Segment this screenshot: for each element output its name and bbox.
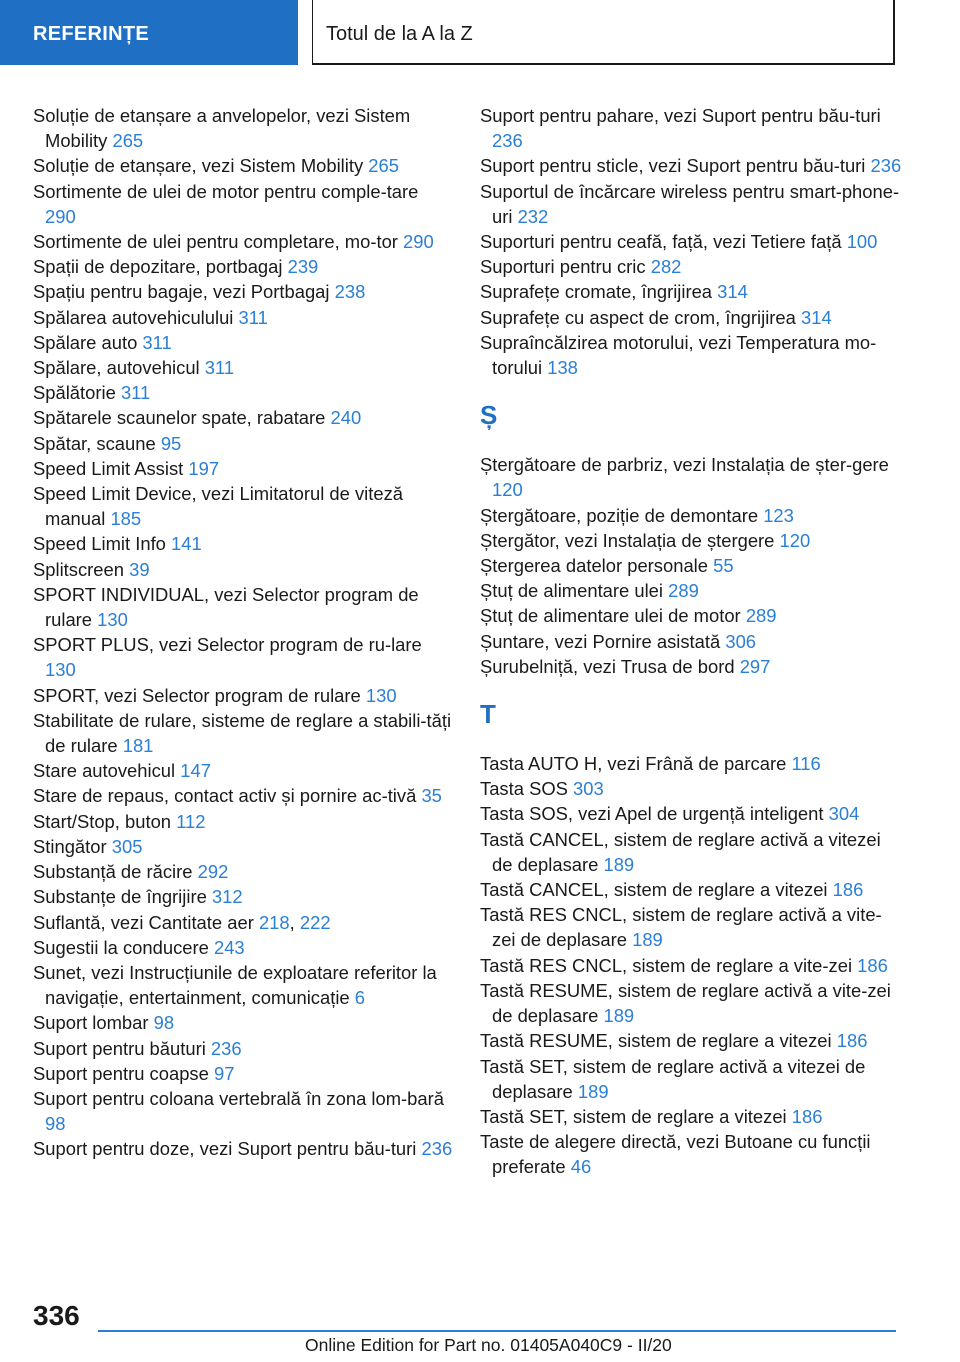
index-entry-text: Suport pentru doze, vezi Suport pentru bău-turi xyxy=(33,1138,417,1160)
index-entry xyxy=(33,1136,453,1161)
page-number: 336 xyxy=(33,1300,80,1331)
index-entry xyxy=(33,758,453,783)
section-tab: REFERINȚE xyxy=(0,0,298,65)
index-entry xyxy=(480,578,905,603)
index-entry-text: Splitscreen xyxy=(33,558,124,580)
index-entry-text: Stare de repaus, contact activ și pornire ac-tivă xyxy=(33,785,417,807)
index-entry xyxy=(480,776,905,801)
page-reference-link[interactable]: 314 xyxy=(717,281,748,303)
page-reference-link[interactable]: 130 xyxy=(45,659,76,681)
index-entry xyxy=(33,103,453,153)
index-entry xyxy=(480,1054,905,1104)
section-letter-t: T xyxy=(480,699,496,730)
index-entry-text: Suport lombar xyxy=(33,1012,149,1034)
page-reference-link[interactable]: 123 xyxy=(763,504,794,526)
section-letter-s-comma: Ș xyxy=(480,400,498,431)
index-entry xyxy=(33,809,453,834)
page-reference-link[interactable]: 312 xyxy=(211,886,243,908)
page-reference-link[interactable]: 265 xyxy=(368,155,399,177)
index-entry xyxy=(33,531,453,556)
index-entry-text: Spălare auto xyxy=(33,331,138,353)
page-reference-link[interactable]: 98 xyxy=(153,1012,175,1034)
page-reference-link[interactable]: 55 xyxy=(713,555,734,577)
index-entry-text: Supraîncălzirea motorului, vezi Temperatura mo-torului xyxy=(480,331,877,379)
page-reference-link[interactable]: 112 xyxy=(176,810,206,832)
index-entry-text: Start/Stop, buton xyxy=(33,810,172,832)
page-reference-link[interactable]: 239 xyxy=(287,256,319,278)
index-entry xyxy=(33,582,453,632)
index-entry-text: Sortimente de ulei de motor pentru comple-tare xyxy=(33,180,419,202)
page-reference-link[interactable]: 186 xyxy=(857,954,888,976)
page-reference-link[interactable]: 289 xyxy=(745,605,777,627)
index-entry-text: Tastă CANCEL, sistem de reglare a vitezei xyxy=(480,879,828,901)
index-entry xyxy=(33,1036,453,1061)
index-entry xyxy=(480,827,905,877)
page-reference-link[interactable]: 189 xyxy=(603,1005,635,1027)
index-entry xyxy=(480,654,905,679)
page-reference-link[interactable]: 240 xyxy=(330,407,362,429)
page-title: Totul de la A la Z xyxy=(312,0,895,65)
index-entry-text: Soluție de etanșare, vezi Sistem Mobility xyxy=(33,155,364,177)
index-group-t xyxy=(480,751,905,1179)
page-reference-link[interactable]: 186 xyxy=(791,1105,823,1127)
index-entry-text: Substanțe de îngrijire xyxy=(33,886,207,908)
index-entry-text: Stingător xyxy=(33,835,107,857)
index-entry-text: Spălătorie xyxy=(33,382,116,404)
index-entry xyxy=(480,629,905,654)
index-entry xyxy=(33,1010,453,1035)
page-reference-link[interactable]: 138 xyxy=(547,357,578,379)
page-reference-link[interactable]: 311 xyxy=(142,331,172,353)
index-entry-text: Tastă RES CNCL, sistem de reglare activă a vite-zei de deplasare xyxy=(480,904,882,951)
index-entry xyxy=(33,254,453,279)
index-entry-text: Sugestii la conducere xyxy=(33,936,209,958)
index-entry xyxy=(480,1129,905,1179)
index-entry xyxy=(480,877,905,902)
index-entry-text: Stare autovehicul xyxy=(33,760,176,782)
index-entry-text: Suport pentru sticle, vezi Suport pentru bău-turi xyxy=(480,155,866,177)
index-entry xyxy=(33,305,453,330)
index-entry xyxy=(33,229,453,254)
index-entry xyxy=(33,179,453,229)
index-entry xyxy=(33,330,453,355)
index-entry xyxy=(33,153,453,178)
page-reference-link[interactable]: 181 xyxy=(122,735,154,757)
index-entry xyxy=(480,229,905,254)
index-entry-text: Ștergătoare, poziție de demontare xyxy=(480,504,759,526)
index-entry-text: Tastă CANCEL, sistem de reglare activă a vitezei de deplasare xyxy=(480,828,881,875)
index-entry xyxy=(33,405,453,430)
index-entry-text: Suport pentru coloana vertebrală în zona lom-bară xyxy=(33,1087,444,1109)
index-entry-text: Soluție de etanșare a anvelopelor, vezi Sistem Mobility xyxy=(33,105,411,152)
index-entry xyxy=(33,708,453,758)
index-entry xyxy=(480,751,905,776)
page-reference-link[interactable]: 236 xyxy=(421,1138,453,1160)
index-entry xyxy=(33,960,453,1010)
page-reference-link[interactable]: 236 xyxy=(210,1037,242,1059)
index-entry xyxy=(480,801,905,826)
index-entry-text: Șurubelniță, vezi Trusa de bord xyxy=(480,655,735,677)
page-reference-link[interactable]: 130 xyxy=(365,684,397,706)
page-reference-link[interactable]: 306 xyxy=(725,630,757,652)
page-reference-link[interactable]: 6 xyxy=(354,987,365,1009)
page-reference-link[interactable]: 185 xyxy=(110,508,142,530)
index-entry-text: Suporturi pentru ceafă, față, vezi Tetiere față xyxy=(480,231,842,253)
index-column-right xyxy=(480,103,905,1180)
index-entry-text: Spații de depozitare, portbagaj xyxy=(33,256,283,278)
index-entry xyxy=(33,1061,453,1086)
index-entry-text: Suflantă, vezi Cantitate aer xyxy=(33,911,254,933)
index-entry-text: Șuntare, vezi Pornire asistată xyxy=(480,630,721,652)
index-entry xyxy=(480,103,905,153)
page-reference-link[interactable]: 46 xyxy=(570,1156,592,1178)
index-entry xyxy=(480,452,905,502)
index-entry xyxy=(480,1104,905,1129)
index-entry-text: Spătar, scaune xyxy=(33,432,156,454)
page-reference-link[interactable]: 116 xyxy=(791,753,821,775)
index-entry-text: Suport pentru coapse xyxy=(33,1062,209,1084)
index-entry-text: Suprafețe cromate, îngrijirea xyxy=(480,281,713,303)
index-entry-text: Ștuț de alimentare ulei xyxy=(480,580,663,602)
index-entry-text: Spațiu pentru bagaje, vezi Portbagaj xyxy=(33,281,330,303)
page-reference-link[interactable]: 243 xyxy=(213,936,245,958)
index-entry-text: Tasta SOS xyxy=(480,778,568,800)
footer-edition: Online Edition for Part no. 01405A040C9 - II/20 xyxy=(305,1335,672,1355)
index-entry-text: Tasta AUTO H, vezi Frână de parcare xyxy=(480,753,787,775)
index-entry xyxy=(480,1028,905,1053)
page-reference-link[interactable]: 35 xyxy=(421,785,442,807)
index-entry xyxy=(33,632,453,682)
page-reference-link[interactable]: 95 xyxy=(160,432,182,454)
index-entry-text: Ștergerea datelor personale xyxy=(480,555,708,577)
index-entry xyxy=(480,179,905,229)
index-entry xyxy=(33,884,453,909)
page-reference-link[interactable]: 120 xyxy=(492,479,523,501)
footer-rule xyxy=(98,1330,896,1332)
index-entry xyxy=(33,481,453,531)
index-entry xyxy=(480,279,905,304)
page-reference-link[interactable]: 120 xyxy=(779,529,811,551)
index-entry-text: Ștergător, vezi Instalația de ștergere xyxy=(480,529,775,551)
index-entry-text: Sortimente de ulei pentru completare, mo-tor xyxy=(33,231,398,253)
index-entry xyxy=(33,431,453,456)
index-entry xyxy=(33,783,453,808)
index-entry-text: Tastă SET, sistem de reglare activă a vitezei de deplasare xyxy=(480,1055,866,1102)
page-reference-link[interactable]: 236 xyxy=(870,155,902,177)
index-entry xyxy=(33,355,453,380)
index-entry-text: Speed Limit Assist xyxy=(33,457,184,479)
page-reference-link[interactable]: 197 xyxy=(188,457,220,479)
page-reference-link[interactable]: 290 xyxy=(45,205,76,227)
index-entry-text: Speed Limit Device, vezi Limitatorul de viteză manual xyxy=(33,483,404,530)
page-reference-link[interactable]: 311 xyxy=(204,357,235,379)
page-reference-link[interactable]: 232 xyxy=(517,205,549,227)
page-reference-link[interactable]: 189 xyxy=(577,1080,609,1102)
index-entry-text: Taste de alegere directă, vezi Butoane cu funcții preferate xyxy=(480,1131,871,1178)
page-reference-link[interactable]: 98 xyxy=(45,1113,66,1135)
index-entry xyxy=(33,834,453,859)
page-reference-link[interactable]: 39 xyxy=(129,558,150,580)
page-reference-link[interactable]: 290 xyxy=(403,231,434,253)
index-entry-text: Sunet, vezi Instrucțiunile de exploatare referitor la navigație, entertainment, comunicație xyxy=(33,961,437,1009)
page-reference-link[interactable]: 311 xyxy=(238,306,268,328)
index-entry xyxy=(33,557,453,582)
index-entry-text: Ștergătoare de parbriz, vezi Instalația de șter-gere xyxy=(480,454,889,476)
index-entry-text: Suprafețe cu aspect de crom, îngrijirea xyxy=(480,306,796,328)
page-reference-link[interactable]: 147 xyxy=(180,760,211,782)
index-entry xyxy=(480,528,905,553)
index-entry xyxy=(480,503,905,528)
index-entry-text: Tastă SET, sistem de reglare a vitezei xyxy=(480,1105,787,1127)
index-entry xyxy=(480,978,905,1028)
page-reference-link[interactable]: 311 xyxy=(120,382,151,404)
page-reference-link[interactable]: 97 xyxy=(213,1062,235,1084)
index-entry xyxy=(480,330,905,380)
index-entry-text: Suportul de încărcare wireless pentru smart-phone-uri xyxy=(480,180,900,227)
page-reference-link[interactable]: 289 xyxy=(668,580,699,602)
index-entry-text: SPORT PLUS, vezi Selector program de ru-lare xyxy=(33,634,422,656)
page-reference-link[interactable]: 222 xyxy=(299,911,331,933)
index-entry-text: Suporturi pentru cric xyxy=(480,256,646,278)
index-entry xyxy=(480,153,905,178)
index-group-s xyxy=(480,103,905,380)
index-entry-text: Ștuț de alimentare ulei de motor xyxy=(480,605,741,627)
index-entry-text: SPORT, vezi Selector program de rulare xyxy=(33,684,361,706)
index-entry xyxy=(480,603,905,628)
page-reference-link[interactable]: 100 xyxy=(846,231,878,253)
index-entry-text: Tastă RESUME, sistem de reglare activă a vite-zei de deplasare xyxy=(480,979,891,1027)
page-reference-link[interactable]: 292 xyxy=(197,861,229,883)
page-reference-link[interactable]: 130 xyxy=(97,609,128,631)
page-reference-link[interactable]: 314 xyxy=(801,306,832,328)
index-entry-text: Spălare, autovehicul xyxy=(33,357,200,379)
page-reference-link[interactable]: 303 xyxy=(573,778,604,800)
index-entry-text: Spălarea autovehiculului xyxy=(33,306,234,328)
index-entry xyxy=(33,279,453,304)
index-entry xyxy=(480,902,905,952)
index-entry-text: Tastă RES CNCL, sistem de reglare a vite-zei xyxy=(480,954,853,976)
index-entry xyxy=(480,553,905,578)
index-entry xyxy=(33,380,453,405)
index-entry xyxy=(480,953,905,978)
index-entry: Suflantă, vezi Cantitate aer 218, 222 xyxy=(33,911,331,933)
page-reference-link[interactable]: 282 xyxy=(650,256,682,278)
index-group-s-comma xyxy=(480,452,905,679)
page-reference-link[interactable]: 141 xyxy=(171,533,202,555)
index-entry-text: Spătarele scaunelor spate, rabatare xyxy=(33,407,326,429)
index-entry xyxy=(33,456,453,481)
index-entry xyxy=(33,1086,453,1136)
index-column-left xyxy=(33,103,453,1162)
index-entry xyxy=(480,305,905,330)
index-entry xyxy=(33,859,453,884)
page-reference-link[interactable]: 265 xyxy=(112,130,144,152)
page-reference-link[interactable]: 218 xyxy=(258,911,290,933)
index-entry xyxy=(33,683,453,708)
page-reference-link[interactable]: 186 xyxy=(832,879,864,901)
page-reference-link[interactable]: 189 xyxy=(603,853,635,875)
index-entry-text: Suport pentru pahare, vezi Suport pentru bău-turi xyxy=(480,105,881,126)
index-entry-text: Substanță de răcire xyxy=(33,861,193,883)
page-reference-link[interactable]: 297 xyxy=(739,655,771,677)
index-entry-text: Tasta SOS, vezi Apel de urgență inteligent xyxy=(480,803,824,825)
page-reference-link[interactable]: 305 xyxy=(111,835,143,857)
index-entry-text: SPORT INDIVIDUAL, vezi Selector program de rulare xyxy=(33,583,419,631)
page-reference-link[interactable]: 238 xyxy=(334,281,366,303)
index-entry-text: Stabilitate de rulare, sisteme de reglare a stabili-tăți de rulare xyxy=(33,709,452,757)
index-entry-text: Speed Limit Info xyxy=(33,533,166,555)
page-reference-link[interactable]: 304 xyxy=(828,803,860,825)
index-entry-text: Suport pentru băuturi xyxy=(33,1037,206,1059)
index-entry xyxy=(33,935,453,960)
page-reference-link[interactable]: 236 xyxy=(492,130,523,152)
page-reference-link[interactable]: 189 xyxy=(632,929,663,951)
index-entry-text: Tastă RESUME, sistem de reglare a vitezei xyxy=(480,1030,832,1052)
page-reference-link[interactable]: 186 xyxy=(836,1030,868,1052)
index-entry xyxy=(480,254,905,279)
